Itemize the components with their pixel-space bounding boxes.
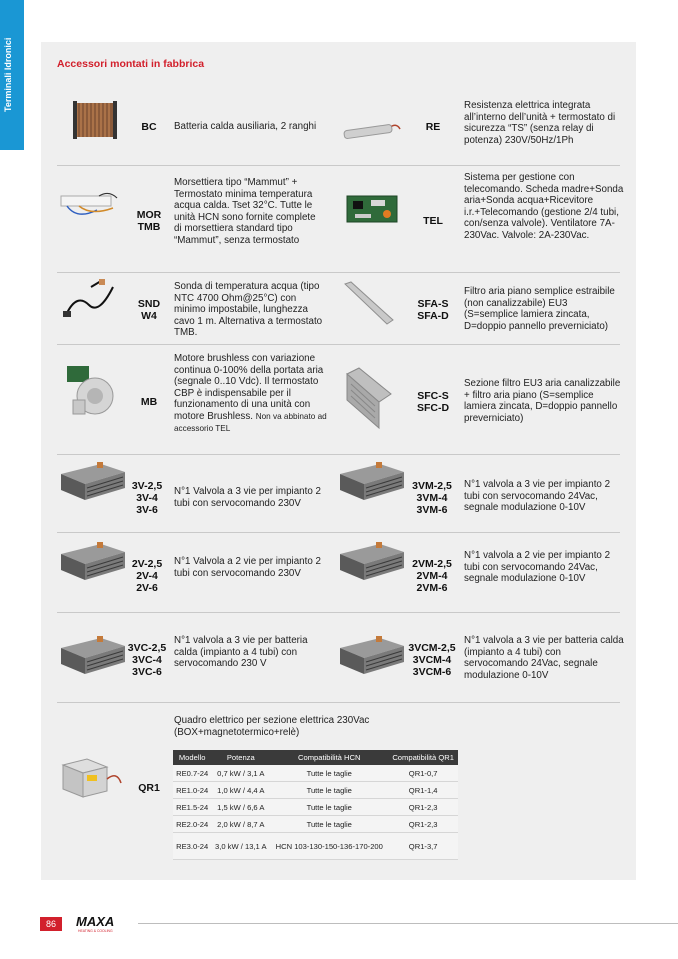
accessories-panel (41, 42, 636, 880)
table-cell: RE0.7-24 (173, 765, 211, 782)
table-header: Compatibilità HCN (270, 750, 388, 765)
brushless-motor-image (63, 360, 121, 418)
desc-qr1: Quadro elettrico per sezione elettrica 230Vac (BOX+magnetotermico+relè) (174, 715, 370, 738)
desc-2v: N°1 Valvola a 2 vie per impianto 2 tubi con servocomando 230V (174, 556, 321, 579)
desc-sfa: Filtro aria piano semplice estraibile (non canalizzabile) EU3 (S=semplice lamiera zincata, D=doppio pannello preverniciato) (464, 286, 615, 332)
table-cell: 1,5 kW / 6,6 A (211, 799, 270, 816)
table-cell: RE2.0-24 (173, 816, 211, 833)
code-2vm: 2VM-2,5 2VM-4 2VM-6 (412, 558, 452, 594)
desc-2vm: N°1 valvola a 2 vie per impianto 2 tubi con servocomando 24Vac, segnale modulazione 0-10V (464, 550, 611, 585)
row-divider (57, 165, 620, 166)
table-cell: Tutte le taglie (270, 816, 388, 833)
page-number: 86 (40, 917, 62, 931)
side-tab-label: Terminali Idronici (3, 37, 13, 112)
row-divider (57, 272, 620, 273)
code-snd-w4: SND W4 (137, 298, 161, 322)
table-row (173, 816, 458, 833)
desc-3v: N°1 Valvola a 3 vie per impianto 2 tubi con servocomando 230V (174, 486, 321, 509)
heating-element-image (341, 120, 403, 142)
table-row (173, 765, 458, 782)
table-header: Compatibilità QR1 (388, 750, 458, 765)
table-cell: 2,0 kW / 8,7 A (211, 816, 270, 833)
desc-sfc: Sezione filtro EU3 aria canalizzabile + filtro aria piano (S=semplice lamiera zincata, D=doppio pannello preverniciato) (464, 378, 621, 424)
qr1-table (173, 750, 458, 860)
code-qr1: QR1 (138, 782, 160, 794)
desc-3vcm: N°1 valvola a 3 vie per batteria calda (impianto a 4 tubi) con servocomando 24Vac, segnale modulazione 0-10V (464, 635, 624, 681)
table-cell: QR1-0,7 (388, 765, 458, 782)
table-cell: 0,7 kW / 3,1 A (211, 765, 270, 782)
code-sfc: SFC-S SFC-D (416, 390, 450, 414)
heating-coil-image (71, 97, 121, 145)
code-sfa: SFA-S SFA-D (417, 298, 449, 322)
table-cell: QR1-2,3 (388, 816, 458, 833)
table-cell: RE1.5-24 (173, 799, 211, 816)
filter-section-image (341, 366, 401, 432)
valve-unit-image (336, 540, 406, 582)
code-3vc: 3VC-2,5 3VC-4 3VC-6 (127, 642, 167, 678)
desc-3vm: N°1 valvola a 3 vie per impianto 2 tubi con servocomando 24Vac, segnale modulazione 0-10V (464, 479, 611, 514)
footer-divider (138, 923, 678, 924)
table-cell: HCN 103-130-150-136-170-200 (270, 833, 388, 860)
code-bc: BC (141, 121, 157, 133)
code-re: RE (425, 121, 441, 133)
table-row (173, 782, 458, 799)
logo-tagline: HEATING & COOLING (78, 929, 113, 933)
desc-tel: Sistema per gestione con telecomando. Scheda madre+Sonda aria+Sonda acqua+Ricevitore i.r.+Telecomando (gestione 2/4 tubi, con/senza valvole). Ventilatore 7A-230Vac. Valvole: 2A-230Vac. (464, 172, 624, 241)
desc-re: Resistenza elettrica integrata all’interno dell’unità + termostato di sicurezza “TS” (senza relay di potenza) 230V/50Hz/1Ph (464, 100, 616, 146)
desc-mb-main: Motore brushless con variazione continua 0-100% della portata aria (segnale 0..10 Vdc). Il termostato CBP è indispensabile per il funzionamento di una unità con motore Brushless. (174, 353, 324, 422)
desc-bc: Batteria calda ausiliaria, 2 ranghi (174, 121, 317, 132)
table-cell: RE3.0-24 (173, 833, 211, 860)
desc-mb (174, 353, 330, 434)
code-3vm: 3VM-2,5 3VM-4 3VM-6 (412, 480, 452, 516)
table-row (173, 833, 458, 860)
desc-snd-w4: Sonda di temperatura acqua (tipo NTC 4700 Ohm@25°C) con minimo impostabile, lunghezza cavo 1 m. Alternativa a termostato TMB. (174, 281, 323, 339)
row-divider (57, 454, 620, 455)
terminal-block-image (59, 190, 121, 220)
valve-unit-image (57, 634, 127, 676)
table-cell: QR1-1,4 (388, 782, 458, 799)
table-cell: Tutte le taglie (270, 799, 388, 816)
row-divider (57, 702, 620, 703)
table-cell: Tutte le taglie (270, 765, 388, 782)
side-tab (0, 0, 24, 150)
table-header-row (173, 750, 458, 765)
code-mb: MB (140, 396, 158, 408)
desc-mb-note: Non va abbinato ad accessorio TEL (174, 411, 327, 433)
logo-wordmark: MAXA (76, 914, 115, 929)
desc-mor-tmb: Morsettiera tipo “Mammut” + Termostato minima temperatura acqua calda. Tset 32°C. Tutte le unità HCN sono fornite complete di morsettiera standard tipo “Mammut”, senza termostato (174, 177, 316, 246)
valve-unit-image (57, 460, 127, 502)
water-sensor-image (61, 277, 119, 323)
row-divider (57, 532, 620, 533)
valve-unit-image (57, 540, 127, 582)
code-mor-tmb: MOR TMB (136, 209, 162, 233)
table-cell: 1,0 kW / 4,4 A (211, 782, 270, 799)
table-row (173, 799, 458, 816)
control-board-image (341, 192, 403, 226)
desc-3vc: N°1 valvola a 3 vie per batteria calda (impianto a 4 tubi) con servocomando 230 V (174, 635, 308, 670)
code-tel: TEL (423, 215, 443, 227)
code-3vcm: 3VCM-2,5 3VCM-4 3VCM-6 (408, 642, 456, 678)
valve-unit-image (336, 634, 406, 676)
valve-unit-image (336, 460, 406, 502)
table-cell: Tutte le taglie (270, 782, 388, 799)
code-3v: 3V-2,5 3V-4 3V-6 (131, 480, 163, 516)
table-cell: RE1.0-24 (173, 782, 211, 799)
row-divider (57, 612, 620, 613)
electrical-box-image (57, 757, 125, 801)
row-divider (57, 344, 620, 345)
section-title: Accessori montati in fabbrica (57, 58, 205, 70)
table-cell: QR1-2,3 (388, 799, 458, 816)
table-header: Modello (173, 750, 211, 765)
maxa-logo (74, 914, 136, 934)
air-filter-image (341, 280, 397, 328)
table-cell: QR1-3,7 (388, 833, 458, 860)
code-2v: 2V-2,5 2V-4 2V-6 (131, 558, 163, 594)
table-cell: 3,0 kW / 13,1 A (211, 833, 270, 860)
table-header: Potenza (211, 750, 270, 765)
